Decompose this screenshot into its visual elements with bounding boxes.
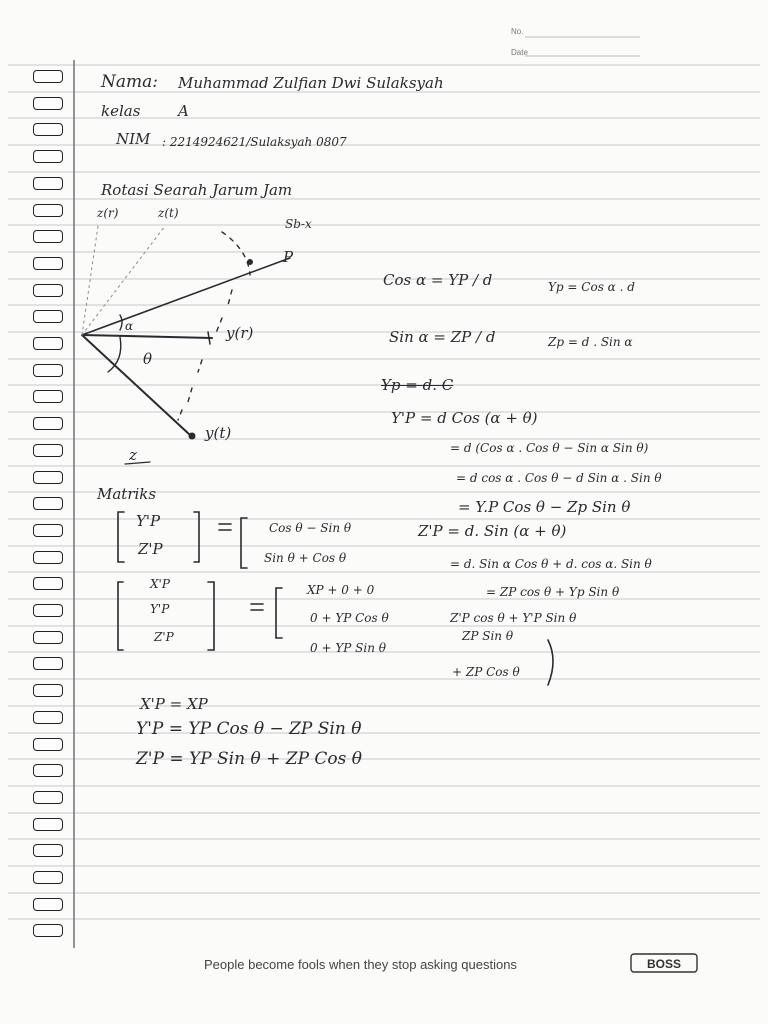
class-label: kelas	[101, 102, 141, 120]
m2-left-2: Y'P	[150, 602, 170, 616]
binding-ring	[33, 764, 63, 777]
m1-left-open-bracket	[118, 512, 124, 562]
binding-ring	[33, 150, 63, 163]
cos-result: Yp = Cos α . d	[548, 280, 635, 294]
brand-logo	[630, 952, 698, 974]
m2-row-3: 0 + YP Sin θ	[310, 641, 386, 655]
m2-right-close-bracket	[548, 640, 553, 685]
binding-ring	[33, 604, 63, 617]
m1-left-close-bracket	[194, 512, 199, 562]
svg-text:BOSS: BOSS	[646, 957, 682, 971]
axis-z-label: z(r)	[97, 206, 119, 220]
binding-ring	[33, 337, 63, 350]
binding-ring	[33, 390, 63, 403]
struck-equation: Yp = d. C	[381, 376, 454, 394]
binding-ring	[33, 524, 63, 537]
binding-ring	[33, 70, 63, 83]
m1-left-top: Y'P	[136, 512, 161, 530]
binding-ring	[33, 310, 63, 323]
binding-ring	[33, 657, 63, 670]
nim-label: NIM	[116, 130, 151, 148]
binding-ring	[33, 471, 63, 484]
y-step-3: = d cos α . Cos θ − d Sin α . Sin θ	[456, 471, 662, 485]
binding-ring	[33, 577, 63, 590]
m2-row-4: + ZP Cos θ	[452, 665, 520, 679]
binding-ring	[33, 417, 63, 430]
z-step-2: = d. Sin α Cos θ + d. cos α. Sin θ	[450, 557, 652, 571]
sin-definition: Sin α = ZP / d	[389, 328, 496, 346]
binding-ring	[33, 844, 63, 857]
m2-right-open-bracket	[276, 588, 282, 638]
final-eq-1: X'P = XP	[140, 695, 208, 713]
z-step-4: Z'P cos θ + Y'P Sin θ	[450, 611, 577, 625]
axis-y-label: y(r)	[226, 324, 254, 342]
binding-ring	[33, 177, 63, 190]
binding-ring	[33, 497, 63, 510]
m1-left-bottom: Z'P	[138, 540, 163, 558]
binding-ring	[33, 791, 63, 804]
m1-row-1: Cos θ − Sin θ	[269, 521, 352, 535]
m1-row-2: Sin θ + Cos θ	[264, 551, 347, 565]
binding-ring	[33, 871, 63, 884]
binding-ring	[33, 204, 63, 217]
z-step-3: = ZP cos θ + Yp Sin θ	[486, 585, 620, 599]
binding-ring	[33, 924, 63, 937]
m2-row-3b: ZP Sin θ	[462, 629, 514, 643]
m2-left-open-bracket	[118, 582, 123, 650]
point-p-label: P	[283, 248, 294, 266]
m2-left-3: Z'P	[154, 630, 174, 644]
binding-ring	[33, 97, 63, 110]
binding-ring	[33, 631, 63, 644]
binding-ring	[33, 257, 63, 270]
m2-row-2: 0 + YP Cos θ	[310, 611, 389, 625]
rotation-axis-note: Sb-x	[285, 217, 312, 231]
cos-definition: Cos α = YP / d	[383, 271, 493, 289]
footer-quote: People become fools when they stop asking questions	[204, 957, 517, 972]
binding-ring	[33, 711, 63, 724]
binding-ring	[33, 284, 63, 297]
alpha-label: α	[125, 319, 134, 333]
binding-ring	[33, 444, 63, 457]
y-step-4: = Y.P Cos θ − Zp Sin θ	[458, 498, 631, 516]
name-label: Nama:	[101, 72, 158, 92]
theta-label: θ	[143, 350, 153, 368]
final-eq-2: Y'P = YP Cos θ − ZP Sin θ	[136, 719, 362, 739]
final-eq-3: Z'P = YP Sin θ + ZP Cos θ	[136, 749, 363, 769]
rotation-title: Rotasi Searah Jarum Jam	[101, 181, 293, 199]
axis-y-rot-label: y(t)	[205, 424, 232, 442]
bottom-axis-label: z	[129, 446, 137, 464]
m2-left-1: X'P	[150, 577, 170, 591]
m2-row-1: XP + 0 + 0	[307, 583, 375, 597]
binding-ring	[33, 684, 63, 697]
no-label: No.	[511, 27, 524, 36]
m1-right-open-bracket	[241, 518, 247, 568]
binding-ring	[33, 738, 63, 751]
m2-left-close-bracket	[208, 582, 214, 650]
binding-ring	[33, 364, 63, 377]
class-value: A	[178, 102, 189, 120]
axis-z-prime-label: z(t)	[158, 206, 179, 220]
y-step-2: = d (Cos α . Cos θ − Sin α Sin θ)	[450, 441, 649, 455]
binding-ring	[33, 123, 63, 136]
date-label: Date	[511, 48, 528, 57]
binding-ring	[33, 898, 63, 911]
nim-value: : 2214924621/Sulaksyah 0807	[162, 135, 347, 149]
binding-ring	[33, 818, 63, 831]
z-step-1: Z'P = d. Sin (α + θ)	[418, 522, 567, 540]
sin-result: Zp = d . Sin α	[548, 335, 633, 349]
name-value: Muhammad Zulfian Dwi Sulaksyah	[178, 74, 444, 92]
binding-ring	[33, 551, 63, 564]
binding-ring	[33, 230, 63, 243]
matrix-title: Matriks	[97, 485, 157, 503]
y-step-1: Y'P = d Cos (α + θ)	[391, 409, 538, 427]
